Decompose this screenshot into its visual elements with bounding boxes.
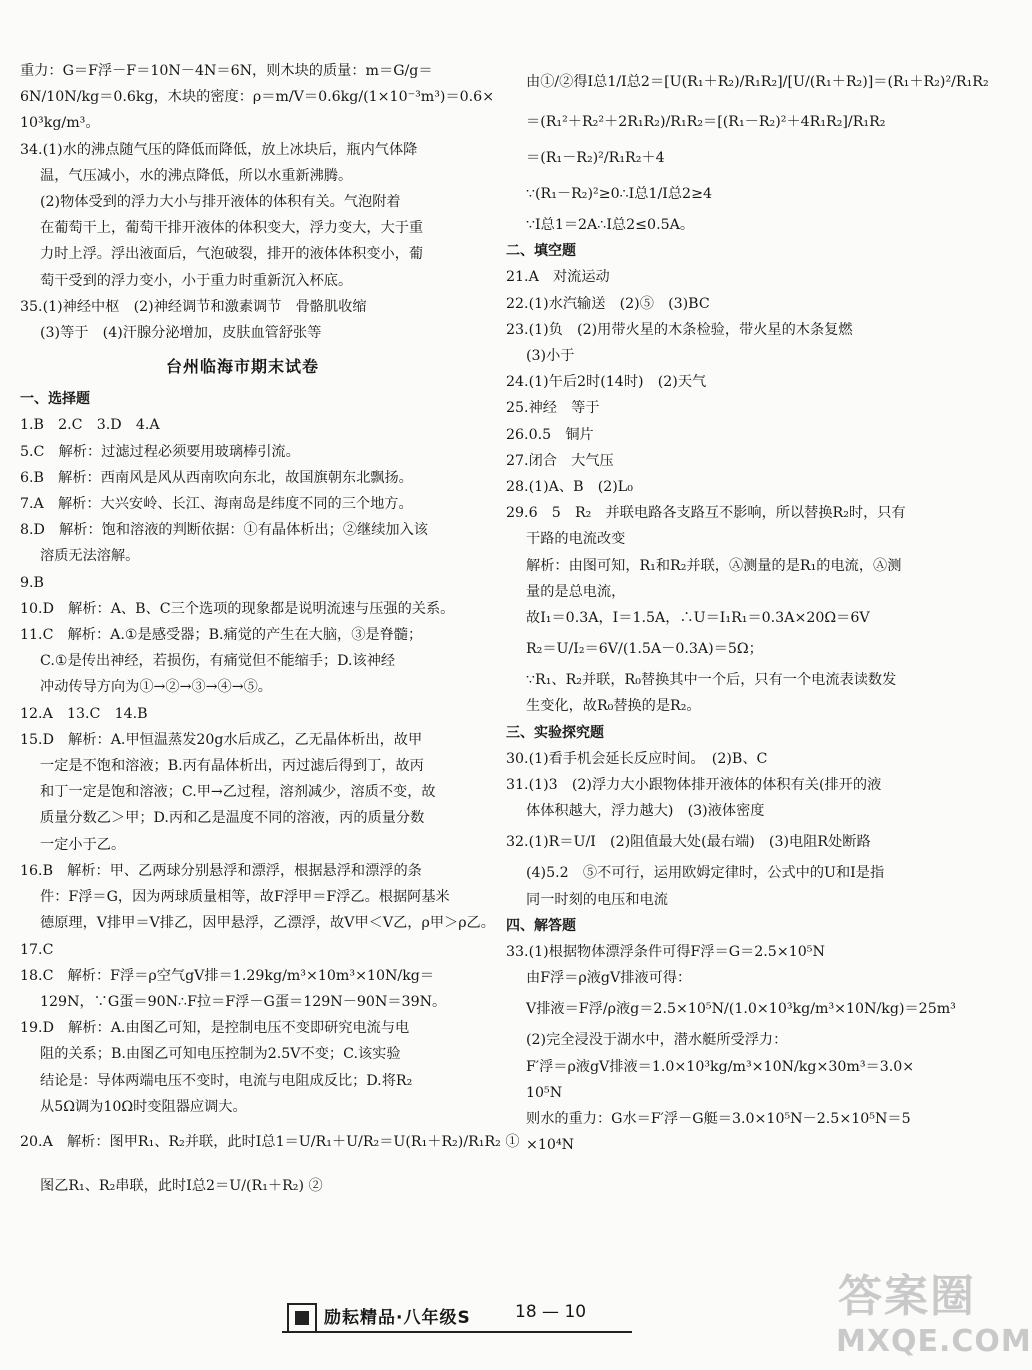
text-line: 德原理，V排甲＝V排乙，因甲悬浮，乙漂浮，故V甲＜V乙，ρ甲＞ρ乙。 bbox=[40, 915, 495, 932]
text-line: 解析：由图可知，R₁和R₂并联，Ⓐ测量的是R₁的电流，Ⓐ测 bbox=[526, 557, 902, 574]
section-heading: 三、实验探究题 bbox=[506, 724, 604, 741]
text-line: ∵I总1＝2A∴I总2≤0.5A。 bbox=[526, 217, 695, 233]
text-line: R₂＝U/I₂＝6V/(1.5A－0.3A)＝5Ω； bbox=[526, 641, 763, 658]
text-line: 34.(1)水的沸点随气压的降低而降低，放上冰块后，瓶内气体降 bbox=[20, 141, 418, 158]
text-line: 结论是：导体两端电压不变时，电流与电阻成反比；D.将R₂ bbox=[40, 1072, 413, 1089]
text-line: 量的是总电流， bbox=[526, 583, 626, 600]
text-line: (3)等于 (4)汗腺分泌增加，皮肤血管舒张等 bbox=[40, 325, 322, 342]
text-line: 冲动传导方向为①→②→③→④→⑤。 bbox=[40, 679, 272, 696]
text-line: ＝(R₁²＋R₂²＋2R₁R₂)/R₁R₂＝[(R₁－R₂)²＋4R₁R₂]/R₁R₂ bbox=[526, 114, 886, 130]
text-line: 6.B 解析：西南风是风从西南吹向东北，故国旗朝东北飘扬。 bbox=[20, 469, 413, 486]
text-line: 17.C bbox=[20, 941, 54, 958]
text-line: 19.D 解析：A.由图乙可知，是控制电压不变即研究电流与电 bbox=[20, 1020, 410, 1037]
text-line: 28.(1)A、B (2)L₀ bbox=[506, 479, 633, 496]
text-line: (4)5.2 ⑤不可行，运用欧姆定律时，公式中的U和I是指 bbox=[526, 865, 885, 882]
text-line: 力时上浮。浮出液面后，气泡破裂，排开的液体体积变小，葡 bbox=[40, 246, 424, 263]
text-line: 质量分数乙＞甲；D.丙和乙是温度不同的溶液，丙的质量分数 bbox=[40, 810, 425, 827]
text-line: ×10⁴N bbox=[526, 1137, 575, 1154]
text-line: 1.B 2.C 3.D 4.A bbox=[20, 417, 160, 434]
text-line: 和丁一定是饱和溶液；C.甲→乙过程，溶剂减少，溶质不变，故 bbox=[40, 784, 436, 801]
text-line: 15.D 解析：A.甲恒温蒸发20g水后成乙，乙无晶体析出，故甲 bbox=[20, 731, 423, 748]
text-line: 一定是不饱和溶液；B.丙有晶体析出，丙过滤后得到丁，故丙 bbox=[40, 758, 424, 775]
text-line: ∵R₁、R₂并联，R₀替换其中一个后，只有一个电流表读数发 bbox=[526, 672, 897, 689]
text-line: 8.D 解析：饱和溶液的判断依据：①有晶体析出；②继续加入该 bbox=[20, 522, 428, 539]
text-line: 129N，∵G蛋＝90N∴F拉＝F浮－G蛋＝129N－90N＝39N。 bbox=[40, 993, 447, 1010]
text-line: (2)物体受到的浮力大小与排开液体的体积有关。气泡附着 bbox=[40, 194, 401, 211]
text-line: 生变化，故R₀替换的是R₂。 bbox=[526, 698, 701, 715]
footer-brand: 励耘精品·八年级S bbox=[324, 1308, 471, 1328]
section-heading: 一、选择题 bbox=[20, 391, 90, 408]
section-title: 台州临海市期末试卷 bbox=[165, 357, 319, 377]
answers-block-exam bbox=[20, 386, 520, 1208]
text-line: 29.6 5 R₂ 并联电路各支路互不影响，所以替换R₂时，只有 bbox=[506, 505, 906, 522]
text-line: 35.(1)神经中枢 (2)神经调节和激素调节 骨骼肌收缩 bbox=[20, 298, 367, 315]
text-line: 33.(1)根据物体漂浮条件可得F浮＝G＝2.5×10⁵N bbox=[506, 944, 825, 961]
text-line: ∵(R₁－R₂)²≥0∴I总1/I总2≥4 bbox=[526, 186, 712, 202]
text-line: 27.闭合 大气压 bbox=[506, 452, 614, 469]
left-column bbox=[20, 58, 520, 1208]
text-line: 24.(1)午后2时(14时) (2)天气 bbox=[506, 374, 707, 391]
text-line: 体体积越大，浮力越大) (3)液体密度 bbox=[526, 803, 765, 820]
text-line: 故I₁＝0.3A，I＝1.5A，∴U＝I₁R₁＝0.3A×20Ω＝6V bbox=[526, 610, 870, 627]
text-line: C.①是传出神经，若损伤，有痛觉但不能缩手；D.该神经 bbox=[40, 653, 396, 670]
brand-logo-icon bbox=[287, 1303, 317, 1333]
text-line: 12.A 13.C 14.B bbox=[20, 705, 148, 722]
text-line: 件：F浮＝G，因为两球质量相等，故F浮甲＝F浮乙。根据阿基米 bbox=[40, 889, 450, 906]
text-line: 萄干受到的浮力变小，小于重力时重新沉入杯底。 bbox=[40, 272, 353, 289]
watermark-logo: 答案圈 bbox=[838, 1271, 976, 1322]
text-line: 23.(1)负 (2)用带火星的木条检验，带火星的木条复燃 bbox=[506, 321, 853, 338]
text-line: 溶质无法溶解。 bbox=[40, 548, 140, 565]
text-line: 则水的重力：G水＝F′浮－G艇＝3.0×10⁵N－2.5×10⁵N＝5 bbox=[526, 1111, 911, 1128]
text-line: 6N/10N/kg＝0.6kg，木块的密度：ρ＝m/V＝0.6kg/(1×10⁻³m³)＝0.6× bbox=[20, 89, 495, 106]
text-line: 18.C 解析：F浮＝ρ空气gV排＝1.29kg/m³×10m³×10N/kg＝ bbox=[20, 967, 435, 984]
text-line: 22.(1)水汽输送 (2)⑤ (3)BC bbox=[506, 295, 710, 312]
text-line: 干路的电流改变 bbox=[526, 531, 626, 548]
text-line: 由①/②得I总1/I总2＝[U(R₁＋R₂)/R₁R₂]/[U/(R₁＋R₂)]＝(R₁＋R₂)²/R₁R₂ bbox=[526, 74, 989, 90]
text-line: 从5Ω调为10Ω时变阻器应调大。 bbox=[40, 1098, 247, 1115]
text-line: 一定小于乙。 bbox=[40, 836, 126, 853]
text-line: 阻的关系；B.由图乙可知电压控制为2.5V不变；C.该实验 bbox=[40, 1046, 401, 1063]
text-line: 11.C 解析：A.①是感受器；B.痛觉的产生在大脑，③是脊髓； bbox=[20, 627, 423, 644]
watermark bbox=[830, 1260, 1032, 1365]
text-line: 10.D 解析：A、B、C三个选项的现象都是说明流速与压强的关系。 bbox=[20, 600, 455, 617]
text-line: 20.A 解析：图甲R₁、R₂并联，此时I总1＝U/R₁＋U/R₂＝U(R₁＋R₂)/R₁R₂ ① bbox=[20, 1133, 520, 1150]
text-line: 26.0.5 铜片 bbox=[506, 426, 594, 443]
text-line: 30.(1)看手机会延长反应时间。 (2)B、C bbox=[506, 750, 768, 767]
text-line: 温，气压减小，水的沸点降低，所以水重新沸腾。 bbox=[40, 167, 353, 184]
answers-block-prev bbox=[20, 58, 495, 346]
text-line: 10³kg/m³。 bbox=[20, 115, 100, 132]
text-line: 5.C 解析：过滤过程必须要用玻璃棒引流。 bbox=[20, 443, 300, 460]
right-column bbox=[506, 60, 989, 1159]
section-heading: 四、解答题 bbox=[506, 917, 576, 934]
text-line: 21.A 对流运动 bbox=[506, 269, 610, 286]
text-line: ＝(R₁－R₂)²/R₁R₂＋4 bbox=[526, 150, 665, 166]
text-line: 同一时刻的电压和电流 bbox=[526, 891, 668, 908]
watermark-url: MXQE.COM bbox=[836, 1324, 1032, 1359]
text-line: V排液＝F浮/ρ液g＝2.5×10⁵N/(1.0×10³kg/m³×10N/kg)＝25m³ bbox=[526, 1001, 956, 1018]
text-line: 图乙R₁、R₂串联，此时I总2＝U/(R₁＋R₂) ② bbox=[40, 1177, 323, 1194]
text-line: (2)完全浸没于湖水中，潜水艇所受浮力： bbox=[526, 1032, 788, 1049]
text-line: 7.A 解析：大兴安岭、长江、海南岛是纬度不同的三个地方。 bbox=[20, 496, 413, 513]
text-line: 由F浮＝ρ液gV排液可得： bbox=[526, 970, 692, 987]
text-line: 重力：G＝F浮－F＝10N－4N＝6N，则木块的质量：m＝G/g＝ bbox=[20, 63, 433, 79]
text-line: 31.(1)3 (2)浮力大小跟物体排开液体的体积有关(排开的液 bbox=[506, 777, 882, 794]
text-line: 在葡萄干上，葡萄干排开液体的体积变大，浮力变大，大于重 bbox=[40, 220, 424, 237]
text-line: 16.B 解析：甲、乙两球分别悬浮和漂浮，根据悬浮和漂浮的条 bbox=[20, 862, 422, 879]
text-line: 10⁵N bbox=[526, 1084, 563, 1101]
text-line: 25.神经 等于 bbox=[506, 400, 600, 417]
page-number: 18 — 10 bbox=[515, 1302, 587, 1322]
section-heading: 二、填空题 bbox=[506, 243, 576, 260]
text-line: F′浮＝ρ液gV排液＝1.0×10³kg/m³×10N/kg×30m³＝3.0× bbox=[526, 1058, 915, 1075]
text-line: 32.(1)R＝U/I (2)阻值最大处(最右端) (3)电阻R处断路 bbox=[506, 834, 871, 851]
text-line: (3)小于 bbox=[526, 348, 575, 365]
text-line: 9.B bbox=[20, 574, 44, 591]
footer-rule bbox=[282, 1331, 632, 1333]
